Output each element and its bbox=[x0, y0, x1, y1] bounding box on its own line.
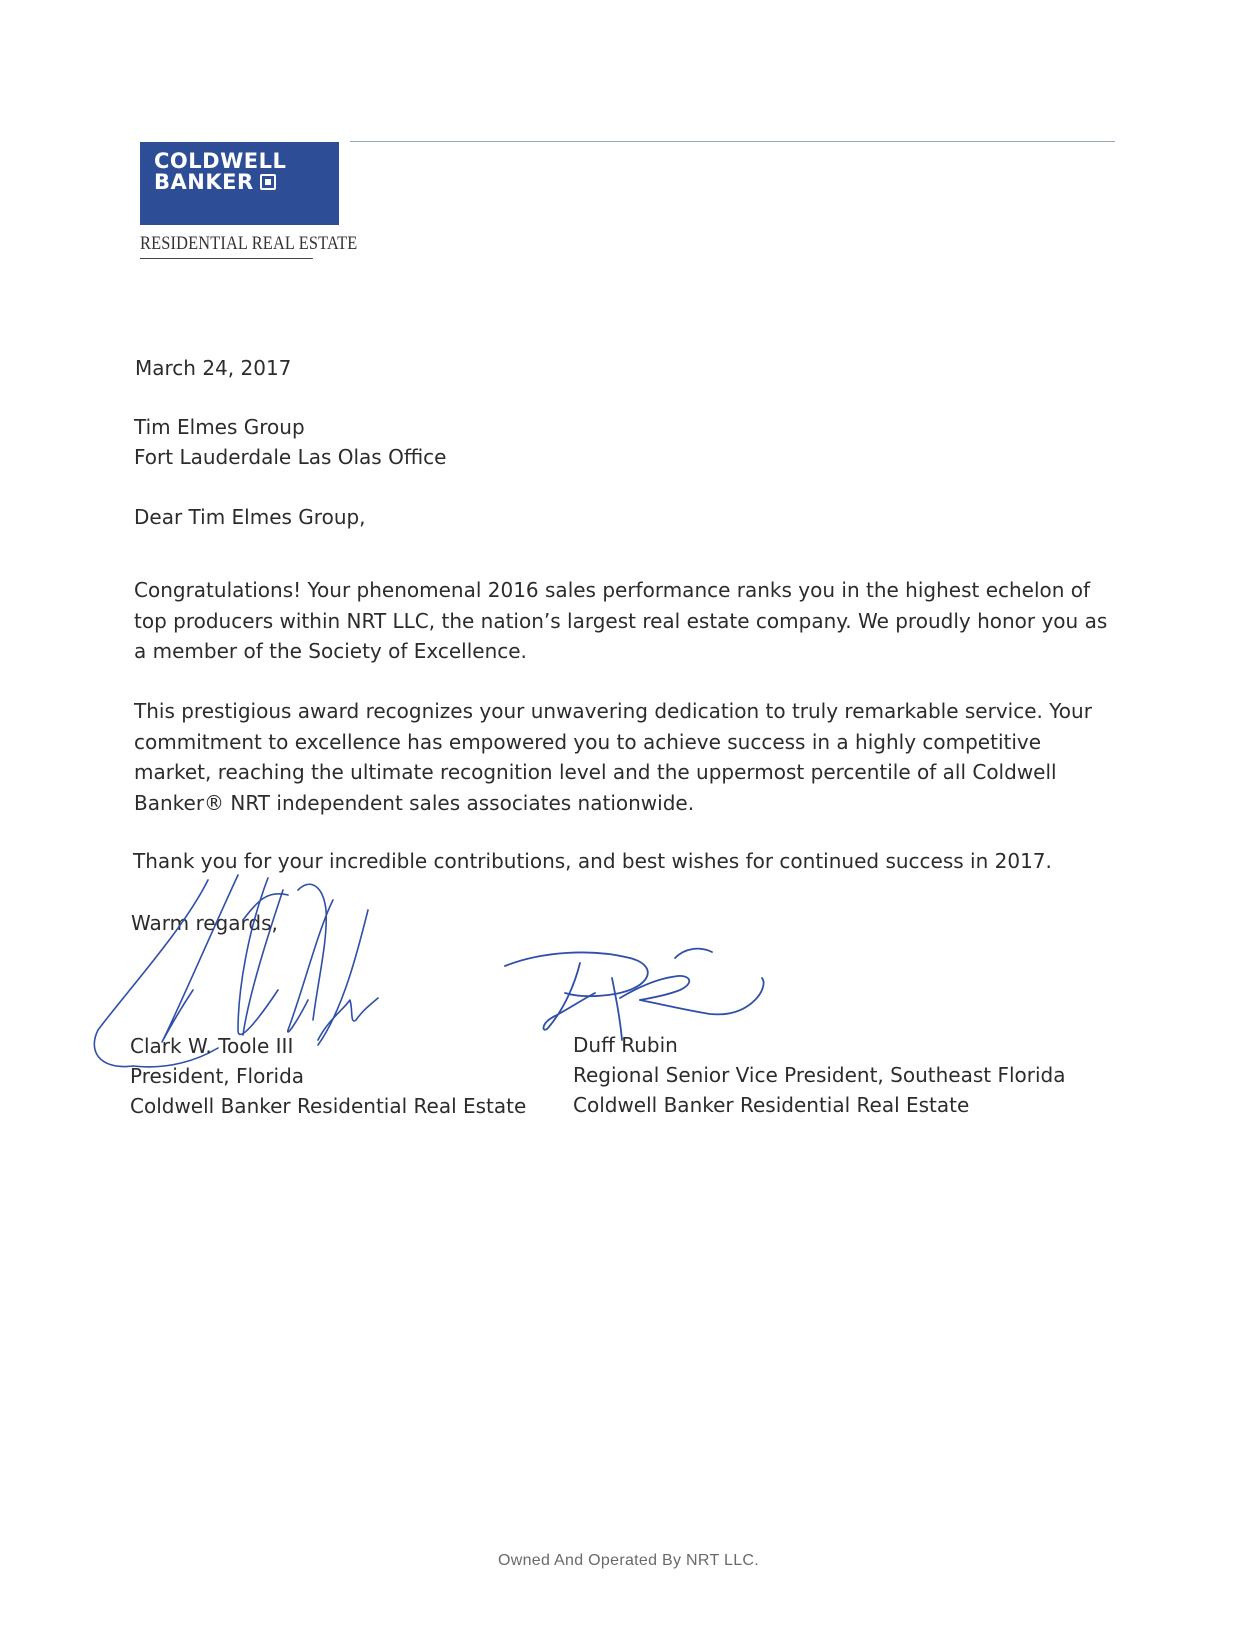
paragraph-award: This prestigious award recognizes your unwavering dedication to truly remarkable service. Your commitment to excellence has empowered you to achieve success in a highly competitive market, reaching the ultimate recognition level and the uppermost percentile of all Coldwell Banker® NRT independent sales associates nationwide. bbox=[134, 699, 1092, 815]
salutation: Dear Tim Elmes Group, bbox=[134, 505, 366, 529]
signatory-2-name: Duff Rubin bbox=[573, 1033, 678, 1057]
paragraph-thanks: Thank you for your incredible contributions, and best wishes for continued success in 2017. bbox=[133, 849, 1052, 873]
coldwell-banker-logo bbox=[140, 142, 339, 225]
paragraph-congratulations: Congratulations! Your phenomenal 2016 sales performance ranks you in the highest echelon of top producers within NRT LLC, the nation’s largest real estate company. We proudly honor you as a member of the Society of Excellence. bbox=[134, 578, 1108, 663]
logo-mark-icon bbox=[260, 174, 276, 190]
logo-line-1: COLDWELL bbox=[154, 149, 287, 173]
recipient-name: Tim Elmes Group bbox=[134, 415, 305, 439]
letter-date: March 24, 2017 bbox=[135, 356, 292, 380]
signatory-2-company: Coldwell Banker Residential Real Estate bbox=[573, 1093, 970, 1117]
signatory-1-name: Clark W. Toole III bbox=[130, 1034, 294, 1058]
logo-line-2 bbox=[154, 172, 276, 193]
letterhead-subtitle: RESIDENTIAL REAL ESTATE bbox=[140, 232, 313, 259]
footer-text: Owned And Operated By NRT LLC. bbox=[498, 1552, 759, 1569]
signatory-1-company: Coldwell Banker Residential Real Estate bbox=[130, 1094, 527, 1118]
signatory-1-title: President, Florida bbox=[130, 1064, 305, 1088]
signatory-2-title: Regional Senior Vice President, Southeast Florida bbox=[573, 1063, 1066, 1087]
header-rule bbox=[350, 141, 1115, 142]
logo-line-2-text: BANKER bbox=[154, 170, 254, 194]
closing: Warm regards, bbox=[131, 911, 278, 935]
recipient-office: Fort Lauderdale Las Olas Office bbox=[134, 445, 447, 469]
